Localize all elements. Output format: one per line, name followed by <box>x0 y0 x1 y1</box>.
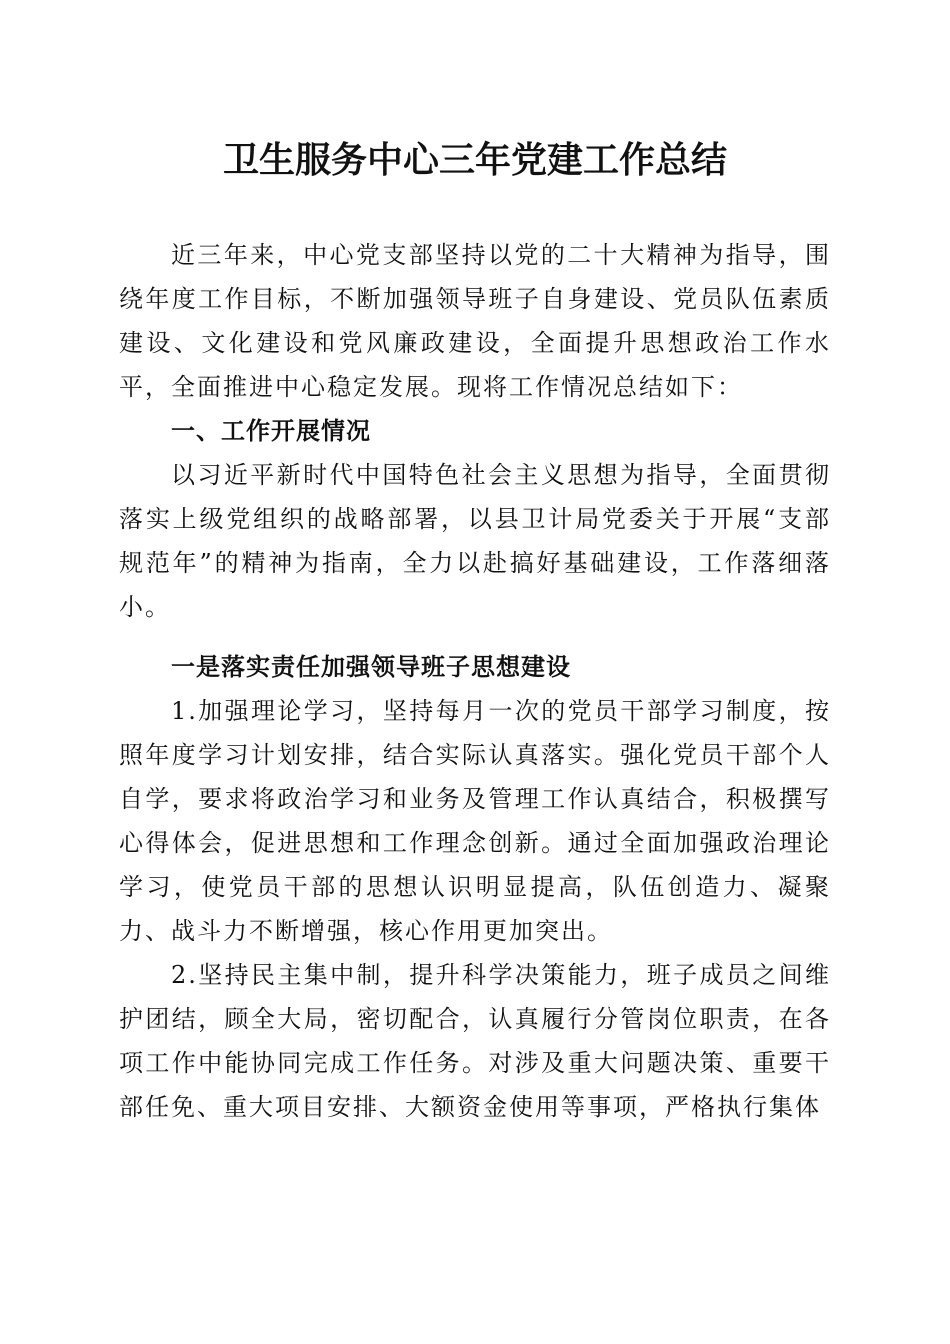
list-item-1: 1.加强理论学习，坚持每月一次的党员干部学习制度，按照年度学习计划安排，结合实际认真落实。强化党员干部个人自学，要求将政治学习和业务及管理工作认真结合，积极撰写心得体会，促进思想和工作理念创新。通过全面加强政治理论学习，使党员干部的思想认识明显提高，队伍创造力、凝聚力、战斗力不断增强，核心作用更加突出。 <box>119 697 831 945</box>
section-heading-work-overview: 一、工作开展情况 <box>171 417 371 445</box>
section-paragraph: 以习近平新时代中国特色社会主义思想为指导，全面贯彻落实上级党组织的战略部署，以县卫计局党委关于开展“支部规范年”的精神为指南，全力以赴搞好基础建设，工作落细落小。 <box>119 461 831 621</box>
document-body <box>119 233 831 1129</box>
list-item-2: 2.坚持民主集中制，提升科学决策能力，班子成员之间维护团结，顾全大局，密切配合，认真履行分管岗位职责，在各项工作中能协同完成工作任务。对涉及重大问题决策、重要干部任免、重大项目安排、大额资金使用等事项，严格执行集体 <box>119 961 831 1121</box>
intro-paragraph: 近三年来，中心党支部坚持以党的二十大精神为指导，围绕年度工作目标，不断加强领导班子自身建设、党员队伍素质建设、文化建设和党风廉政建设，全面提升思想政治工作水平，全面推进中心稳定发展。现将工作情况总结如下： <box>119 241 831 401</box>
subsection-heading-leadership: 一是落实责任加强领导班子思想建设 <box>171 652 571 681</box>
document-title: 卫生服务中心三年党建工作总结 <box>222 139 727 181</box>
